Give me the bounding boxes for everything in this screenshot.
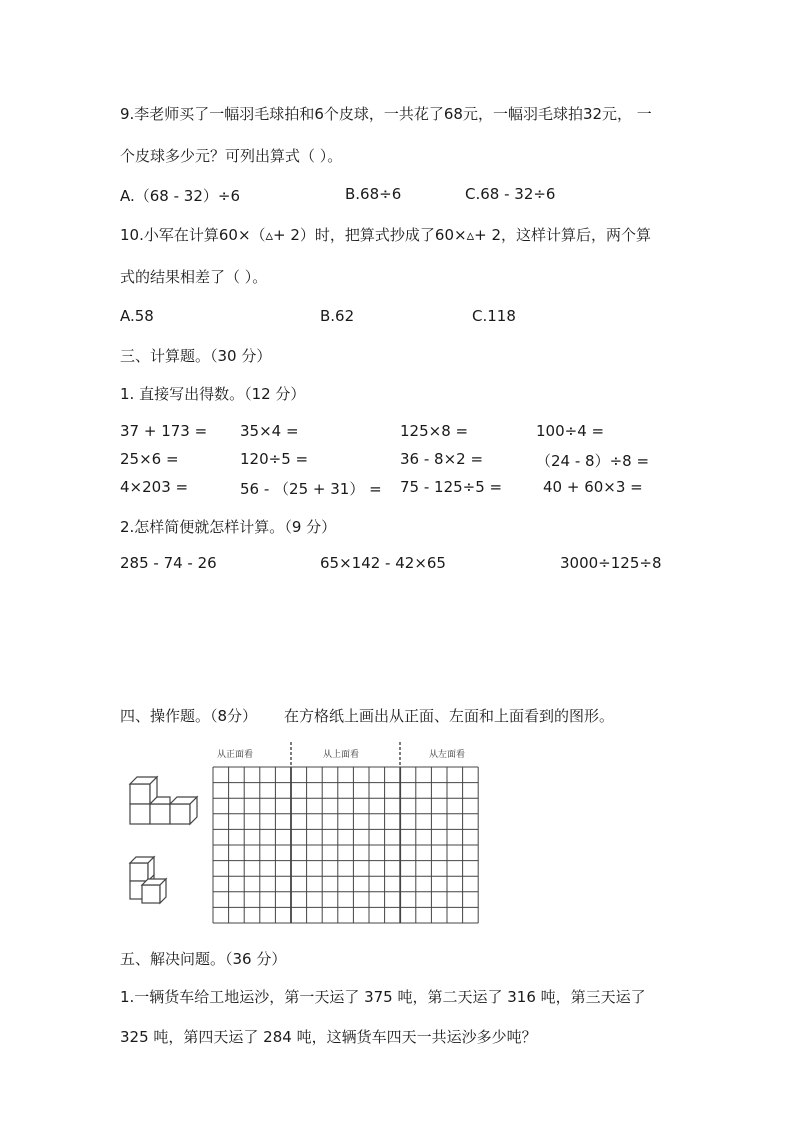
calc-item: 56 - （25 + 31） = [240, 480, 382, 498]
cube-figures [125, 770, 205, 910]
section4-instruction: 在方格纸上画出从正面、左面和上面看到的图形。 [284, 707, 615, 725]
grid-paper [205, 740, 490, 932]
q9-option-b: B.68÷6 [345, 185, 402, 203]
calc-item: 36 - 8×2 = [400, 450, 484, 468]
cube-figure-stack [130, 857, 166, 903]
calc-item: （24 - 8）÷8 = [536, 452, 650, 470]
calc-item: 100÷4 = [536, 422, 605, 440]
calc-item: 75 - 125÷5 = [400, 478, 503, 496]
calc-item: 125×8 = [400, 422, 469, 440]
q10-line1: 10.小军在计算60×（▵+ 2）时，把算式抄成了60×▵+ 2，这样计算后，两个算 [120, 226, 651, 244]
q10-option-c: C.118 [472, 307, 516, 325]
section5-q1-line2: 325 吨，第四天运了 284 吨，这辆货车四天一共运沙多少吨？ [120, 1028, 537, 1046]
calc-item: 35×4 = [240, 422, 299, 440]
section3-part2-title: 2.怎样简便就怎样计算。（9 分） [120, 518, 337, 536]
section3-title: 三、计算题。（30 分） [120, 347, 272, 365]
section5-q1-line1: 1.一辆货车给工地运沙，第一天运了 375 吨，第二天运了 316 吨，第三天运了 [120, 988, 646, 1006]
q9-line2: 个皮球多少元？可列出算式（ ）。 [120, 147, 343, 165]
simplify-item: 285 - 74 - 26 [120, 554, 217, 572]
section4-title: 四、操作题。（8分） [120, 707, 258, 725]
section5-title: 五、解决问题。（36 分） [120, 950, 287, 968]
calc-item: 40 + 60×3 = [543, 478, 643, 496]
calc-item: 120÷5 = [240, 450, 309, 468]
q9-option-c: C.68 - 32÷6 [465, 185, 556, 203]
grid-header-front: 从正面看 [217, 750, 254, 760]
simplify-item: 65×142 - 42×65 [320, 554, 446, 572]
grid-header-top: 从上面看 [323, 750, 360, 760]
q10-option-a: A.58 [120, 307, 154, 325]
q9-option-a: A.（68 - 32）÷6 [120, 187, 241, 205]
grid-header-left: 从左面看 [429, 750, 466, 760]
q10-option-b: B.62 [320, 307, 355, 325]
calc-item: 25×6 = [120, 450, 179, 468]
calc-item: 4×203 = [120, 478, 189, 496]
calc-item: 37 + 173 = [120, 422, 208, 440]
q9-line1: 9.李老师买了一幅羽毛球拍和6个皮球，一共花了68元，一幅羽毛球拍32元， 一 [120, 105, 652, 123]
cube-figure-l-shape [130, 777, 197, 824]
grid-lines [213, 767, 478, 923]
section3-part1-title: 1. 直接写出得数。（12 分） [120, 385, 306, 403]
q10-line2: 式的结果相差了（ ）。 [120, 268, 268, 286]
simplify-item: 3000÷125÷8 [560, 554, 662, 572]
